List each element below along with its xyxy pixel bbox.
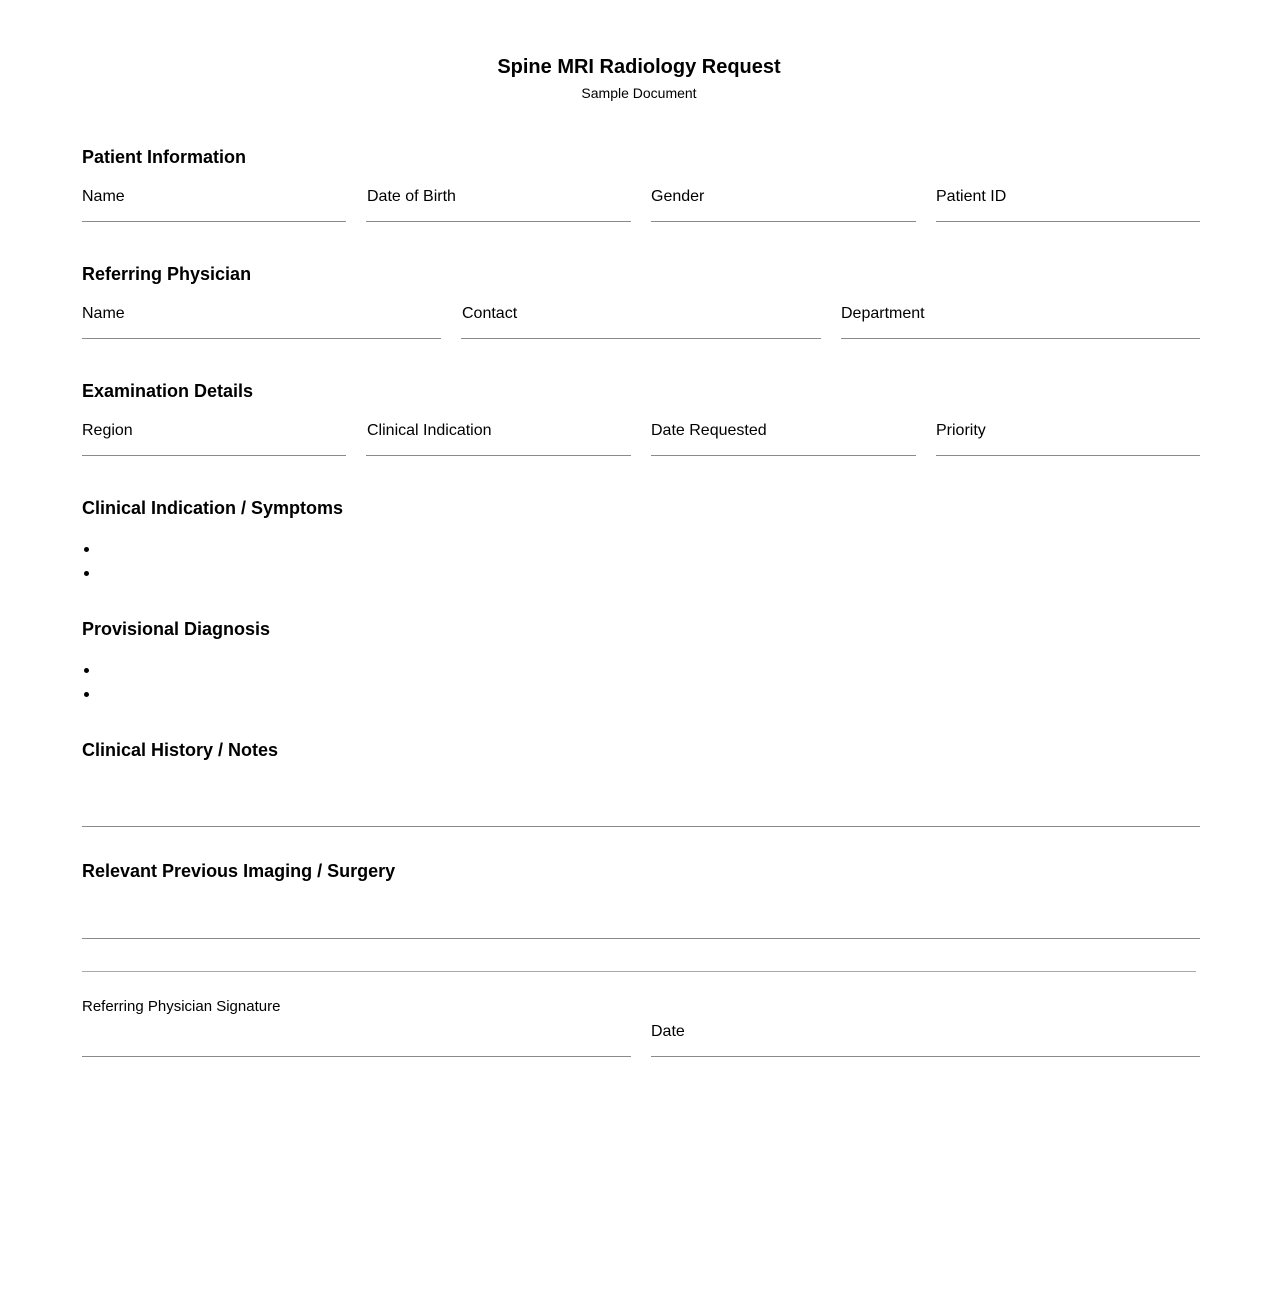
field-region[interactable] xyxy=(82,455,346,456)
field-patient-id[interactable] xyxy=(936,221,1200,222)
field-label-department: Department xyxy=(841,305,925,322)
field-clinical-indication[interactable] xyxy=(366,455,631,456)
field-department[interactable] xyxy=(841,338,1200,339)
field-label-date-of-birth: Date of Birth xyxy=(367,188,456,205)
field-previous-imaging[interactable] xyxy=(82,938,1200,939)
field-patient-name[interactable] xyxy=(82,221,346,222)
divider xyxy=(82,971,1196,972)
section-heading-provisional-diagnosis: Provisional Diagnosis xyxy=(82,619,271,639)
field-label-date-requested: Date Requested xyxy=(651,422,767,439)
field-label-priority: Priority xyxy=(936,422,986,439)
field-label-gender: Gender xyxy=(651,188,705,205)
field-clinical-history[interactable] xyxy=(82,826,1200,827)
field-date-of-birth[interactable] xyxy=(366,221,631,222)
field-label-clinical-indication: Clinical Indication xyxy=(367,422,492,439)
section-heading-patient-information: Patient Information xyxy=(82,147,247,167)
field-priority[interactable] xyxy=(936,455,1200,456)
bullet-item[interactable] xyxy=(84,571,89,576)
section-heading-referring-physician: Referring Physician xyxy=(82,264,252,284)
signature-date-label: Date xyxy=(651,1023,685,1040)
field-signature[interactable] xyxy=(82,1056,631,1057)
field-physician-name[interactable] xyxy=(82,338,441,339)
page-subtitle: Sample Document xyxy=(581,85,697,101)
signature-label: Referring Physician Signature xyxy=(82,998,281,1015)
page-title: Spine MRI Radiology Request xyxy=(497,56,781,78)
field-label-physician-name: Name xyxy=(82,305,125,322)
field-label-contact: Contact xyxy=(462,305,518,322)
bullet-item[interactable] xyxy=(84,668,89,673)
section-heading-previous-imaging: Relevant Previous Imaging / Surgery xyxy=(82,861,396,881)
field-date-requested[interactable] xyxy=(651,455,916,456)
field-gender[interactable] xyxy=(651,221,916,222)
bullet-item[interactable] xyxy=(84,547,89,552)
section-heading-examination-details: Examination Details xyxy=(82,381,254,401)
field-label-region: Region xyxy=(82,422,133,439)
field-contact[interactable] xyxy=(461,338,821,339)
section-heading-clinical-indication: Clinical Indication / Symptoms xyxy=(82,498,344,518)
section-heading-clinical-history: Clinical History / Notes xyxy=(82,740,279,760)
field-label-patient-id: Patient ID xyxy=(936,188,1007,205)
bullet-item[interactable] xyxy=(84,692,89,697)
field-signature-date[interactable] xyxy=(651,1056,1200,1057)
field-label-patient-name: Name xyxy=(82,188,125,205)
